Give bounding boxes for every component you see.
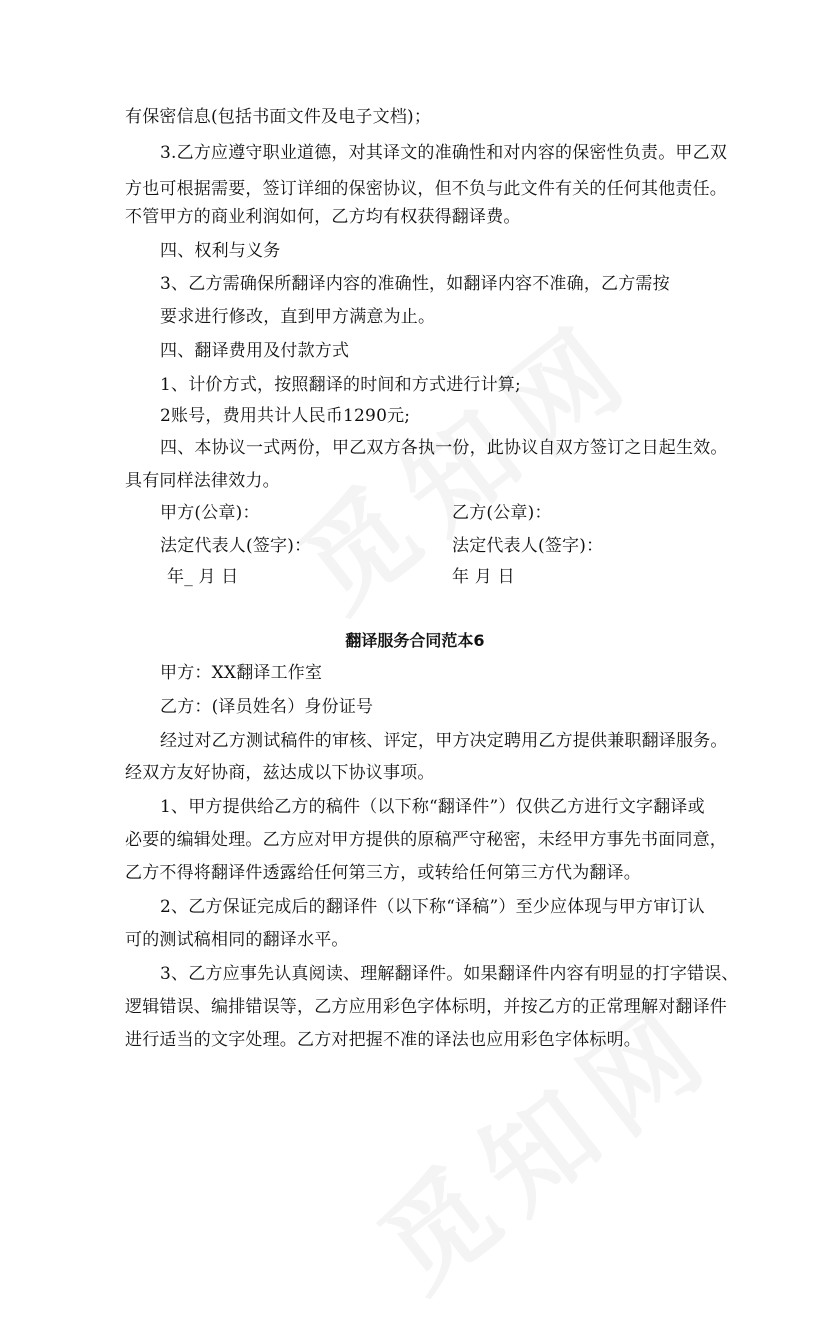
text-line: 3.乙方应遵守职业道德，对其译文的准确性和对内容的保密性负责。甲乙双 xyxy=(160,143,728,163)
contract-title: 翻译服务合同范本6 xyxy=(345,631,485,650)
text-line: 有保密信息(包括书面文件及电子文档)； xyxy=(125,107,432,127)
text-line: 乙方不得将翻译件透露给任何第三方，或转给任何第三方代为翻译。 xyxy=(125,863,641,883)
text-line: 不管甲方的商业利润如何，乙方均有权获得翻译费。 xyxy=(125,207,521,227)
text-line: 3、乙方需确保所翻译内容的准确性，如翻译内容不准确，乙方需按 xyxy=(160,274,670,294)
party-b-seal-label: 乙方(公章)： xyxy=(452,503,552,523)
party-a-rep-label: 法定代表人(签字)： xyxy=(160,536,312,556)
party-a-seal-label: 甲方(公章)： xyxy=(160,503,260,523)
text-line: 具有同样法律效力。 xyxy=(125,471,280,491)
text-line: 进行适当的文字处理。乙方对把握不准的译法也应用彩色字体标明。 xyxy=(125,1030,641,1050)
party-a-date: 年_ 月 日 xyxy=(167,567,239,587)
section-heading: 四、权利与义务 xyxy=(160,241,281,261)
text-line: 方也可根据需要，签订详细的保密协议，但不负与此文件有关的任何其他责任。 xyxy=(125,179,727,199)
text-line: 1、甲方提供给乙方的稿件（以下称“翻译件”）仅供乙方进行文字翻译或 xyxy=(160,797,705,817)
text-line: 四、本协议一式两份，甲乙双方各执一份，此协议自双方签订之日起生效。 xyxy=(160,438,728,458)
text-line: 2、乙方保证完成后的翻译件（以下称“译稿”）至少应体现与甲方审订认 xyxy=(160,897,705,917)
party-a-line: 甲方：XX翻译工作室 xyxy=(160,663,323,683)
text-line: 经过对乙方测试稿件的审核、评定，甲方决定聘用乙方提供兼职翻译服务。 xyxy=(160,731,728,751)
text-line: 2账号，费用共计人民币1290元; xyxy=(160,406,411,426)
text-line: 要求进行修改，直到甲方满意为止。 xyxy=(160,307,436,327)
text-line: 经双方友好协商，兹达成以下协议事项。 xyxy=(125,763,435,783)
section-heading: 四、翻译费用及付款方式 xyxy=(160,341,350,361)
text-line: 逻辑错误、编排错误等，乙方应用彩色字体标明，并按乙方的正常理解对翻译件 xyxy=(125,997,727,1017)
text-line: 必要的编辑处理。乙方应对甲方提供的原稿严守秘密，未经甲方事先书面同意， xyxy=(125,830,727,850)
party-b-date: 年 月 日 xyxy=(452,567,515,587)
text-line: 可的测试稿相同的翻译水平。 xyxy=(125,930,349,950)
party-b-line: 乙方：(译员姓名）身份证号 xyxy=(160,697,374,717)
text-line: 1、计价方式，按照翻译的时间和方式进行计算; xyxy=(160,375,521,395)
text-line: 3、乙方应事先认真阅读、理解翻译件。如果翻译件内容有明显的打字错误、 xyxy=(160,964,739,984)
party-b-rep-label: 法定代表人(签字)： xyxy=(452,536,604,556)
